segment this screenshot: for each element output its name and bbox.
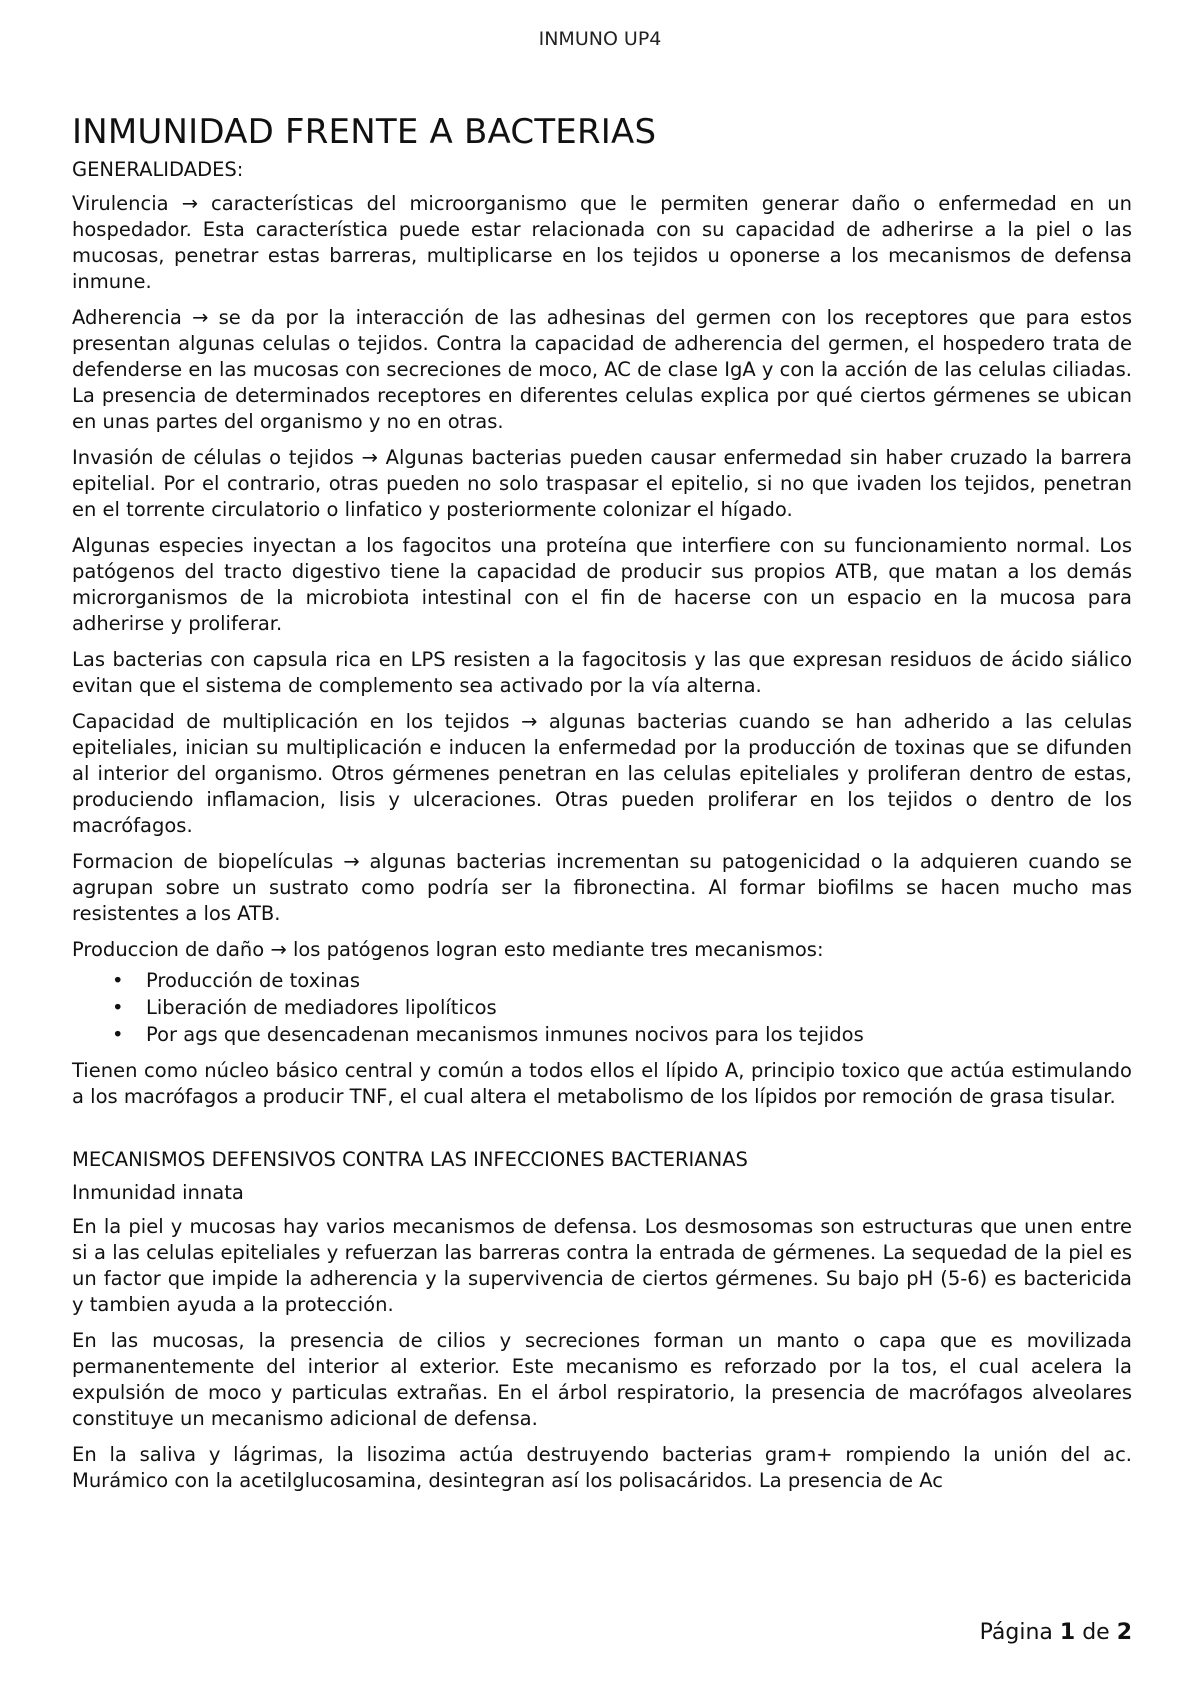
paragraph-capsula: Las bacterias con capsula rica en LPS resisten a la fagocitosis y las que expresan residuos de ácido siálico evitan que el sistema de complemento sea activado por la vía alterna. xyxy=(72,648,1132,697)
total-pages: 2 xyxy=(1116,1620,1132,1645)
paragraph-produccion-dano: Produccion de daño → los patógenos logran esto mediante tres mecanismos: xyxy=(72,938,824,961)
paragraph-invasion: Invasión de células o tejidos → Algunas bacterias pueden causar enfermedad sin haber cruzado la barrera epitelial. Por el contrario, otras pueden no solo traspasar el epitelio, si no que ivaden los tejidos, penetran en el torrente circulatorio o linfatico y posteriormente colonizar el hígado. xyxy=(72,446,1132,521)
page-header: INMUNO UP4 xyxy=(538,28,662,50)
current-page: 1 xyxy=(1059,1620,1076,1645)
paragraph-multiplicacion: Capacidad de multiplicación en los tejidos → algunas bacterias cuando se han adherido a las celulas epiteliales, inician su multiplicación e inducen la enfermedad por la producción de toxinas que se difunden al interior del organismo. Otros gérmenes penetran en las celulas epiteliales y proliferan dentro de estas, produciendo inflamacion, lisis y ulceraciones. Otras pueden proliferar en los tejidos o dentro de los macrófagos. xyxy=(72,710,1132,837)
mechanism-list xyxy=(72,967,1132,1048)
paragraph-virulencia: Virulencia → características del microorganismo que le permiten generar daño o enfermedad en un hospedador. Esta característica puede estar relacionada con su capacidad de adherirse a la piel o las mucosas, penetrar estas barreras, multiplicarse en los tejidos u oponerse a los mecanismos de defensa inmune. xyxy=(72,192,1132,293)
document-body xyxy=(72,112,1132,1504)
page-number xyxy=(980,1620,1132,1645)
paragraph-biopeliculas: Formacion de biopelículas → algunas bacterias incrementan su patogenicidad o la adquieren cuando se agrupan sobre un sustrato como podría ser la fibronectina. Al formar biofilms se hacen mucho mas resistentes a los ATB. xyxy=(72,850,1132,925)
paragraph-adherencia: Adherencia → se da por la interacción de las adhesinas del germen con los receptores que para estos presentan algunas celulas o tejidos. Contra la capacidad de adherencia del germen, el hospedero trata de defenderse en las mucosas con secreciones de moco, AC de clase IgA y con la acción de las celulas ciliadas. La presencia de determinados receptores en diferentes celulas explica por qué ciertos gérmenes se ubican en unas partes del organismo y no en otras. xyxy=(72,306,1132,433)
paragraph-saliva: En la saliva y lágrimas, la lisozima actúa destruyendo bacterias gram+ rompiendo la unión del ac. Murámico con la acetilglucosamina, desintegran así los polisacáridos. La presencia de Ac xyxy=(72,1443,1132,1492)
page-label: Página xyxy=(979,1620,1053,1645)
section-heading: MECANISMOS DEFENSIVOS CONTRA LAS INFECCIONES BACTERIANAS xyxy=(72,1148,748,1171)
paragraph-fagocitos: Algunas especies inyectan a los fagocitos una proteína que interfiere con su funcionamiento normal. Los patógenos del tracto digestivo tiene la capacidad de producir sus propios ATB, que matan a los demás microrganismos de la microbiota intestinal con el fin de hacerse con un espacio en la mucosa para adherirse y proliferar. xyxy=(72,534,1132,635)
paragraph-lipido-a: Tienen como núcleo básico central y común a todos ellos el lípido A, principio toxico que actúa estimulando a los macrófagos a producir TNF, el cual altera el metabolismo de los lípidos por remoción de grasa tisular. xyxy=(72,1059,1132,1108)
subsection-heading: Inmunidad innata xyxy=(72,1181,244,1204)
paragraph-mucosas: En las mucosas, la presencia de cilios y secreciones forman un manto o capa que es movilizada permanentemente del interior al exterior. Este mecanismo es reforzado por la tos, el cual acelera la expulsión de moco y particulas extrañas. En el árbol respiratorio, la presencia de macrófagos alveolares constituye un mecanismo adicional de defensa. xyxy=(72,1329,1132,1430)
list-item: • Liberación de mediadores lipolíticos xyxy=(102,994,1132,1021)
of-label: de xyxy=(1082,1620,1110,1645)
document-title: INMUNIDAD FRENTE A BACTERIAS xyxy=(72,112,657,152)
list-item: • Por ags que desencadenan mecanismos inmunes nocivos para los tejidos xyxy=(102,1021,1132,1048)
generalidades-heading: GENERALIDADES: xyxy=(72,158,244,181)
paragraph-piel-mucosas: En la piel y mucosas hay varios mecanismos de defensa. Los desmosomas son estructuras que unen entre si a las celulas epiteliales y refuerzan las barreras contra la entrada de gérmenes. La sequedad de la piel es un factor que impide la adherencia y la supervivencia de ciertos gérmenes. Su bajo pH (5-6) es bactericida y tambien ayuda a la protección. xyxy=(72,1215,1132,1316)
list-item: • Producción de toxinas xyxy=(102,967,1132,994)
